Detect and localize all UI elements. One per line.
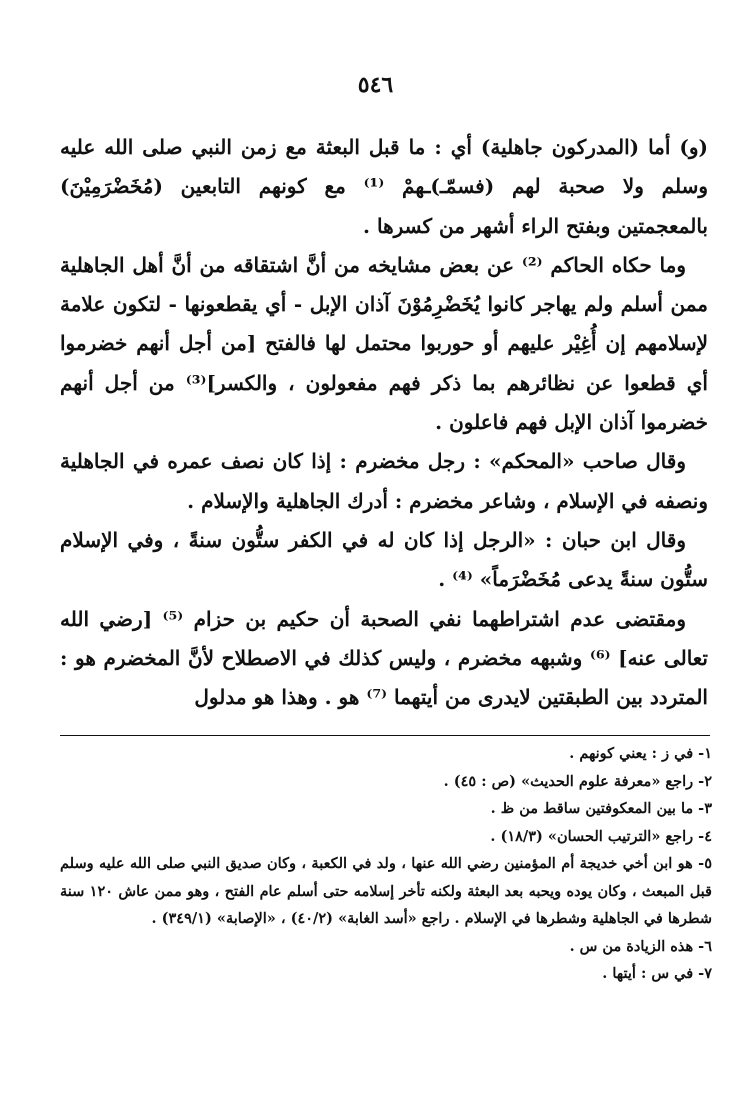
footnote: ٧- في س : أيتها . xyxy=(602,965,712,982)
footnote: ١- في ز : يعني كونهم . xyxy=(569,745,712,762)
footnote: ٣- ما بين المعكوفتين ساقط من ظ . xyxy=(490,800,712,817)
footnote: ٢- راجع «معرفة علوم الحديث» (ص : ٤٥) . xyxy=(443,772,712,790)
paragraph: ومقتضى عدم اشتراطهما نفي الصحبة أن حكيم بن حزام ⁽⁵⁾ [رضي الله تعالى عنه] ⁽⁶⁾ وشبهه مخضرم ، وليس كذلك في الاصطلاح لأنَّ المخضرم هو : المتردد بين الطبقتين لايدرى من أيتهما ⁽⁷⁾ هو . وهذا هو مدلول xyxy=(60,606,708,710)
main-text xyxy=(60,128,708,717)
footnote: ٥- هو ابن أخي خديجة أم المؤمنين رضي الله عنها ، ولد في الكعبة ، وكان صديق النبي صلى الله عليه وسلم قبل المبعث ، وكان يوده ويحبه بعد البعثة ولكنه تأخر إسلامه حتى أسلم عام الفتح ، وهو ممن عاش ١٢٠ سنة شطرها في الجاهلية وشطرها في الإسلام . راجع «أسد الغابة» (٤٠/٢) ، «الإصابة» (٣٤٩/١) . xyxy=(60,855,712,927)
footnotes xyxy=(60,740,712,988)
paragraph: وقال ابن حبان : «الرجل إذا كان له في الكفر ستُّون سنةً ، وفي الإسلام ستُّون سنةً يدعى مُخَضْرَماً» ⁽⁴⁾ . xyxy=(60,527,708,592)
paragraph: وما حكاه الحاكم ⁽²⁾ عن بعض مشايخه من أنَّ اشتقاقه من أنَّ أهل الجاهلية ممن أسلم ولم يهاجر كانوا يُخَضْرِمُوْنَ آذان الإبل - أي يقطعونها - لتكون علامة لإسلامهم إن أُغِيْر عليهم أو حوربوا محتمل لها فالفتح [من أجل أنهم خضرموا أي قطعوا عن نظائرهم بما ذكر فهم مفعولون ، والكسر]⁽³⁾ من أجل أنهم خضرموا آذان الإبل فهم فاعلون . xyxy=(60,252,708,435)
paragraph: وقال صاحب «المحكم» : رجل مخضرم : إذا كان نصف عمره في الجاهلية ونصفه في الإسلام ، وشاعر مخضرم : أدرك الجاهلية والإسلام . xyxy=(60,449,708,513)
footnote-separator xyxy=(60,735,710,736)
footnote: ٤- راجع «الترتيب الحسان» (١٨/٣) . xyxy=(490,827,712,845)
page-number: ٥٤٦ xyxy=(357,72,394,98)
paragraph: (و) أما (المدركون جاهلية) أي : ما قبل البعثة مع زمن النبي صلى الله عليه وسلم ولا صحبة لهم (فسمّـ)ـهمْ ⁽¹⁾ مع كونهم التابعين (مُخَضْرَمِيْنَ) بالمعجمتين وبفتح الراء أشهر من كسرها . xyxy=(60,135,708,238)
footnote: ٦- هذه الزيادة من س . xyxy=(569,937,712,955)
